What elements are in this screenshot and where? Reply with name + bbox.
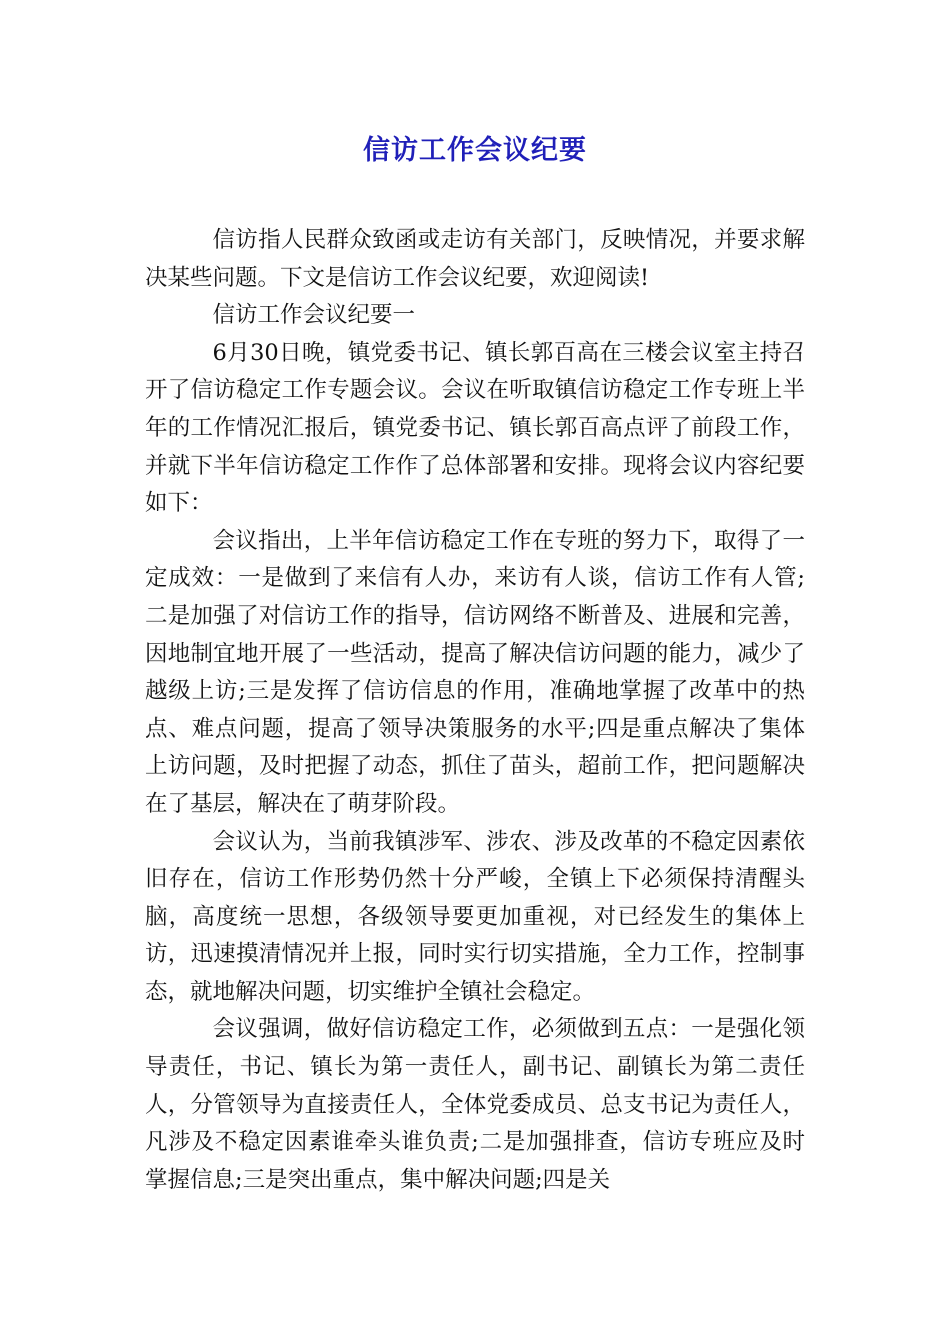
paragraph-intro: 信访指人民群众致函或走访有关部门，反映情况，并要求解决某些问题。下文是信访工作会议纪要，欢迎阅读! <box>145 227 805 291</box>
document-body <box>145 222 805 1199</box>
paragraph-meeting-view: 会议认为，当前我镇涉军、涉农、涉及改革的不稳定因素依旧存在，信访工作形势仍然十分严峻，全镇上下必须保持清醒头脑，高度统一思想，各级领导要更加重视，对已经发生的集体上访，迅速摸清情况并上报，同时实行切实措施，全力工作，控制事态，就地解决问题，切实维护全镇社会稳定。 <box>145 828 805 1005</box>
paragraph-meeting-points: 会议指出，上半年信访稳定工作在专班的努力下，取得了一定成效：一是做到了来信有人办，来访有人谈，信访工作有人管;二是加强了对信访工作的指导，信访网络不断普及、进展和完善，因地制宜地开展了一些活动，提高了解决信访问题的能力，减少了越级上访;三是发挥了信访信息的作用，准确地掌握了改革中的热点、难点问题，提高了领导决策服务的水平;四是重点解决了集体上访问题，及时把握了动态，抓住了苗头，超前工作，把问题解决在了基层，解决在了萌芽阶段。 <box>145 527 805 817</box>
paragraph-meeting-emphasis: 会议强调，做好信访稳定工作，必须做到五点：一是强化领导责任，书记、镇长为第一责任人，副书记、副镇长为第二责任人，分管领导为直接责任人，全体党委成员、总支书记为责任人，凡涉及不稳定因素谁牵头谁负责;二是加强排查，信访专班应及时掌握信息;三是突出重点，集中解决问题;四是关 <box>145 1016 805 1193</box>
paragraph-section-heading: 信访工作会议纪要一 <box>212 302 416 329</box>
document-title: 信访工作会议纪要 <box>363 135 587 166</box>
paragraph-meeting-summary: 6月30日晚，镇党委书记、镇长郭百高在三楼会议室主持召开了信访稳定工作专题会议。会议在听取镇信访稳定工作专班上半年的工作情况汇报后，镇党委书记、镇长郭百高点评了前段工作，并就下半年信访稳定工作作了总体部署和安排。现将会议内容纪要如下： <box>145 339 805 517</box>
